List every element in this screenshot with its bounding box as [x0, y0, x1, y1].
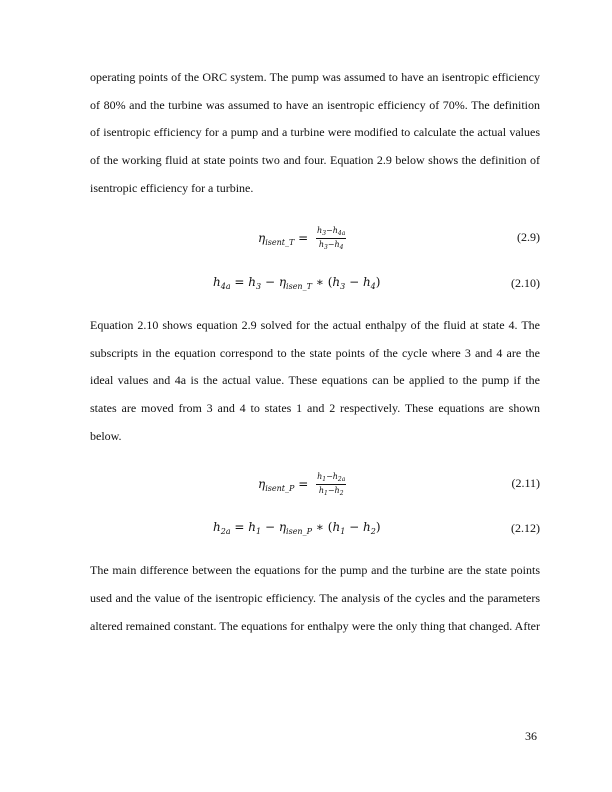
- equation-number: (2.10): [511, 276, 540, 290]
- text-line: altered remained constant. The equations for enthalpy were the only thing that changed. After: [90, 619, 540, 633]
- text-line: of the working fluid at state points two and four. Equation 2.9 below shows the definition of: [90, 153, 540, 167]
- equation-number: (2.9): [517, 230, 540, 244]
- text-line: ideal values and 4a is the actual value. These equations can be applied to the pump if the: [90, 373, 540, 387]
- text-line: subscripts in the equation correspond to the state points of the cycle where 3 and 4 are the: [90, 346, 540, 360]
- equation-number: (2.11): [511, 476, 540, 490]
- text-line: Equation 2.10 shows equation 2.9 solved for the actual enthalpy of the fluid at state 4. The: [90, 318, 540, 332]
- text-line: states are moved from 3 and 4 to states 1 and 2 respectively. These equations are shown: [90, 401, 540, 415]
- page-number: 36: [525, 729, 537, 743]
- text-line: operating points of the ORC system. The pump was assumed to have an isentropic efficiency: [90, 70, 540, 84]
- text-line: below.: [90, 429, 122, 443]
- equation-2-11: $\eta_{isent\_P}$ = $\frac{h_1-h_{2a}}{h_1-h_2}$: [258, 472, 346, 497]
- equation-number: (2.12): [511, 521, 540, 535]
- text-line: of isentropic efficiency for a pump and a turbine were modified to calculate the actual values: [90, 125, 540, 139]
- equation-2-10: $h_{4a} = h_3 - \eta_{isen\_T}$ ∗ $(h_3 - h_4)$: [213, 275, 381, 291]
- text-line: of 80% and the turbine was assumed to have an isentropic efficiency of 70%. The definition: [90, 98, 540, 112]
- text-line: The main difference between the equations for the pump and the turbine are the state points: [90, 563, 540, 577]
- equation-2-9: $\eta_{isent\_T}$ = $\frac{h_3-h_{4a}}{h_3-h_4}$: [258, 226, 346, 251]
- equation-2-12: $h_{2a} = h_1 - \eta_{isen\_P}$ ∗ $(h_1 - h_2)$: [213, 520, 381, 536]
- text-line: isentropic efficiency for a turbine.: [90, 181, 254, 195]
- text-line: used and the value of the isentropic efficiency. The analysis of the cycles and the parameters: [90, 591, 540, 605]
